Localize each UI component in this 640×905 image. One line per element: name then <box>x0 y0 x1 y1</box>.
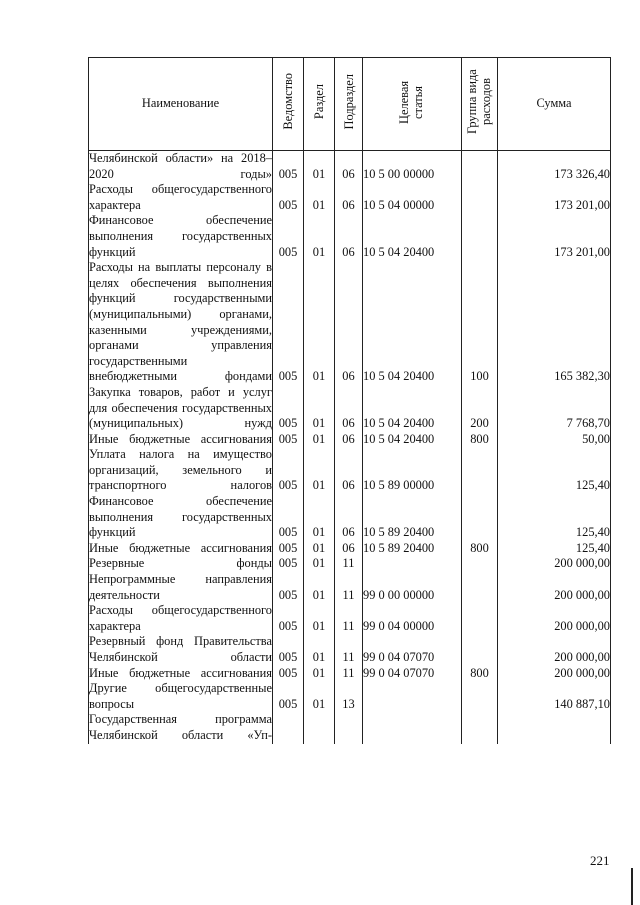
cell-name: Непрограммные направления деятельности <box>89 572 272 602</box>
cell-section: 01 <box>304 572 335 603</box>
cell-dept: 005 <box>273 432 304 448</box>
cell-section: 01 <box>304 385 335 432</box>
cell-sum: 200 000,00 <box>498 666 611 682</box>
cell-group <box>462 603 498 634</box>
cell-subsection: 11 <box>335 572 363 603</box>
cell-section: 01 <box>304 634 335 665</box>
table-row <box>89 556 611 572</box>
cell-name: Резервный фонд Правительства Челябинской области <box>89 634 272 664</box>
table-row <box>89 681 611 712</box>
cell-name: Финансовое обеспечение выполнения государственных функций <box>89 213 272 259</box>
cell-target: 10 5 89 20400 <box>363 541 462 557</box>
cell-name: Государственная программа Челябинской области «Уп- <box>89 712 272 742</box>
cell-group <box>462 634 498 665</box>
table-row <box>89 572 611 603</box>
cell-dept <box>273 712 304 743</box>
cell-target: 99 0 00 00000 <box>363 572 462 603</box>
cell-sum: 125,40 <box>498 494 611 541</box>
cell-subsection: 06 <box>335 494 363 541</box>
cell-dept: 005 <box>273 494 304 541</box>
cell-dept: 005 <box>273 541 304 557</box>
cell-subsection: 11 <box>335 603 363 634</box>
page-number: 221 <box>590 853 610 868</box>
cell-section: 01 <box>304 666 335 682</box>
cell-name: Резервные фонды <box>89 556 272 571</box>
cell-section: 01 <box>304 603 335 634</box>
cell-dept: 005 <box>273 556 304 572</box>
cell-sum: 200 000,00 <box>498 572 611 603</box>
table-row <box>89 603 611 634</box>
cell-group <box>462 712 498 743</box>
cell-section: 01 <box>304 541 335 557</box>
cell-target: 10 5 04 20400 <box>363 213 462 260</box>
table-row <box>89 260 611 385</box>
cell-target: 99 0 04 07070 <box>363 666 462 682</box>
cell-group <box>462 572 498 603</box>
column-header-sum: Сумма <box>498 58 611 151</box>
cell-group: 100 <box>462 260 498 385</box>
cell-section: 01 <box>304 182 335 213</box>
cell-target: 10 5 00 00000 <box>363 151 462 183</box>
cell-group: 800 <box>462 432 498 448</box>
column-header-name: Наименование <box>89 58 273 151</box>
cell-group <box>462 182 498 213</box>
cell-subsection: 06 <box>335 541 363 557</box>
cell-section <box>304 712 335 743</box>
cell-subsection: 06 <box>335 432 363 448</box>
column-header-subsection: Подраздел <box>335 58 363 151</box>
cell-target <box>363 681 462 712</box>
cell-section: 01 <box>304 432 335 448</box>
table-row <box>89 712 611 743</box>
cell-sum: 165 382,30 <box>498 260 611 385</box>
table-header-row <box>89 58 611 151</box>
cell-subsection: 06 <box>335 151 363 183</box>
cell-target: 10 5 89 20400 <box>363 494 462 541</box>
cell-group <box>462 556 498 572</box>
cell-target: 10 5 89 00000 <box>363 447 462 494</box>
column-header-group: Группа вида расходов <box>462 58 498 151</box>
cell-target: 99 0 04 07070 <box>363 634 462 665</box>
cell-group <box>462 681 498 712</box>
cell-name: Челябинской области» на 2018–2020 годы» <box>89 151 272 181</box>
cell-target: 10 5 04 20400 <box>363 385 462 432</box>
column-header-dept: Ведомство <box>273 58 304 151</box>
table-row <box>89 385 611 432</box>
table-row <box>89 447 611 494</box>
cell-dept: 005 <box>273 603 304 634</box>
column-header-section: Раздел <box>304 58 335 151</box>
cell-section: 01 <box>304 260 335 385</box>
cell-name: Расходы на выплаты персоналу в целях обеспечения выполнения функций государственными (муниципальными) органами, казенными учреждениями, органами управления государственными внебюджетными фондами <box>89 260 272 384</box>
cell-sum: 125,40 <box>498 447 611 494</box>
cell-dept: 005 <box>273 260 304 385</box>
cell-target: 10 5 04 00000 <box>363 182 462 213</box>
cell-section: 01 <box>304 213 335 260</box>
budget-table <box>88 57 611 744</box>
cell-group: 800 <box>462 541 498 557</box>
cell-target: 10 5 04 20400 <box>363 260 462 385</box>
table-row <box>89 541 611 557</box>
cell-name: Расходы общегосударственного характера <box>89 182 272 212</box>
cell-sum: 173 201,00 <box>498 182 611 213</box>
cell-name: Закупка товаров, работ и услуг для обеспечения государственных (муниципальных) нужд <box>89 384 272 431</box>
cell-sum: 125,40 <box>498 541 611 557</box>
column-header-target: Целевая статья <box>363 58 462 151</box>
cell-sum: 200 000,00 <box>498 556 611 572</box>
cell-section: 01 <box>304 447 335 494</box>
cell-group <box>462 447 498 494</box>
cell-subsection: 11 <box>335 666 363 682</box>
table-row <box>89 182 611 213</box>
cell-sum: 50,00 <box>498 432 611 448</box>
cell-group <box>462 213 498 260</box>
cell-section: 01 <box>304 681 335 712</box>
cell-sum: 200 000,00 <box>498 603 611 634</box>
cell-target: 99 0 04 00000 <box>363 603 462 634</box>
cell-sum <box>498 712 611 743</box>
cell-subsection: 06 <box>335 447 363 494</box>
cell-name: Расходы общегосударственного характера <box>89 603 272 633</box>
page-edge-line <box>631 868 633 905</box>
cell-group: 200 <box>462 385 498 432</box>
table-row <box>89 666 611 682</box>
cell-sum: 173 201,00 <box>498 213 611 260</box>
cell-dept: 005 <box>273 213 304 260</box>
cell-subsection: 11 <box>335 634 363 665</box>
cell-subsection: 06 <box>335 260 363 385</box>
cell-name: Другие общегосударственные вопросы <box>89 681 272 711</box>
cell-name: Уплата налога на имущество организаций, земельного и транспортного налогов <box>89 447 272 493</box>
cell-group: 800 <box>462 666 498 682</box>
cell-sum: 7 768,70 <box>498 385 611 432</box>
cell-subsection: 06 <box>335 385 363 432</box>
cell-target: 10 5 04 20400 <box>363 432 462 448</box>
cell-subsection: 06 <box>335 182 363 213</box>
table-row <box>89 634 611 665</box>
cell-sum: 140 887,10 <box>498 681 611 712</box>
cell-name: Иные бюджетные ассигнования <box>89 540 272 555</box>
cell-section: 01 <box>304 556 335 572</box>
cell-dept: 005 <box>273 182 304 213</box>
table-row <box>89 494 611 541</box>
cell-sum: 173 326,40 <box>498 151 611 183</box>
cell-group <box>462 151 498 183</box>
cell-dept: 005 <box>273 385 304 432</box>
table-row <box>89 432 611 448</box>
table-row <box>89 213 611 260</box>
cell-subsection: 13 <box>335 681 363 712</box>
cell-name: Иные бюджетные ассигнования <box>89 665 272 680</box>
cell-subsection: 11 <box>335 556 363 572</box>
cell-dept: 005 <box>273 681 304 712</box>
cell-dept: 005 <box>273 666 304 682</box>
cell-section: 01 <box>304 494 335 541</box>
cell-target <box>363 556 462 572</box>
cell-subsection: 06 <box>335 213 363 260</box>
cell-dept: 005 <box>273 572 304 603</box>
cell-section: 01 <box>304 151 335 183</box>
cell-group <box>462 494 498 541</box>
cell-sum: 200 000,00 <box>498 634 611 665</box>
table-row <box>89 151 611 183</box>
cell-subsection <box>335 712 363 743</box>
cell-target <box>363 712 462 743</box>
cell-dept: 005 <box>273 447 304 494</box>
cell-dept: 005 <box>273 634 304 665</box>
cell-dept: 005 <box>273 151 304 183</box>
cell-name: Иные бюджетные ассигнования <box>89 431 272 446</box>
cell-name: Финансовое обеспечение выполнения государственных функций <box>89 494 272 540</box>
